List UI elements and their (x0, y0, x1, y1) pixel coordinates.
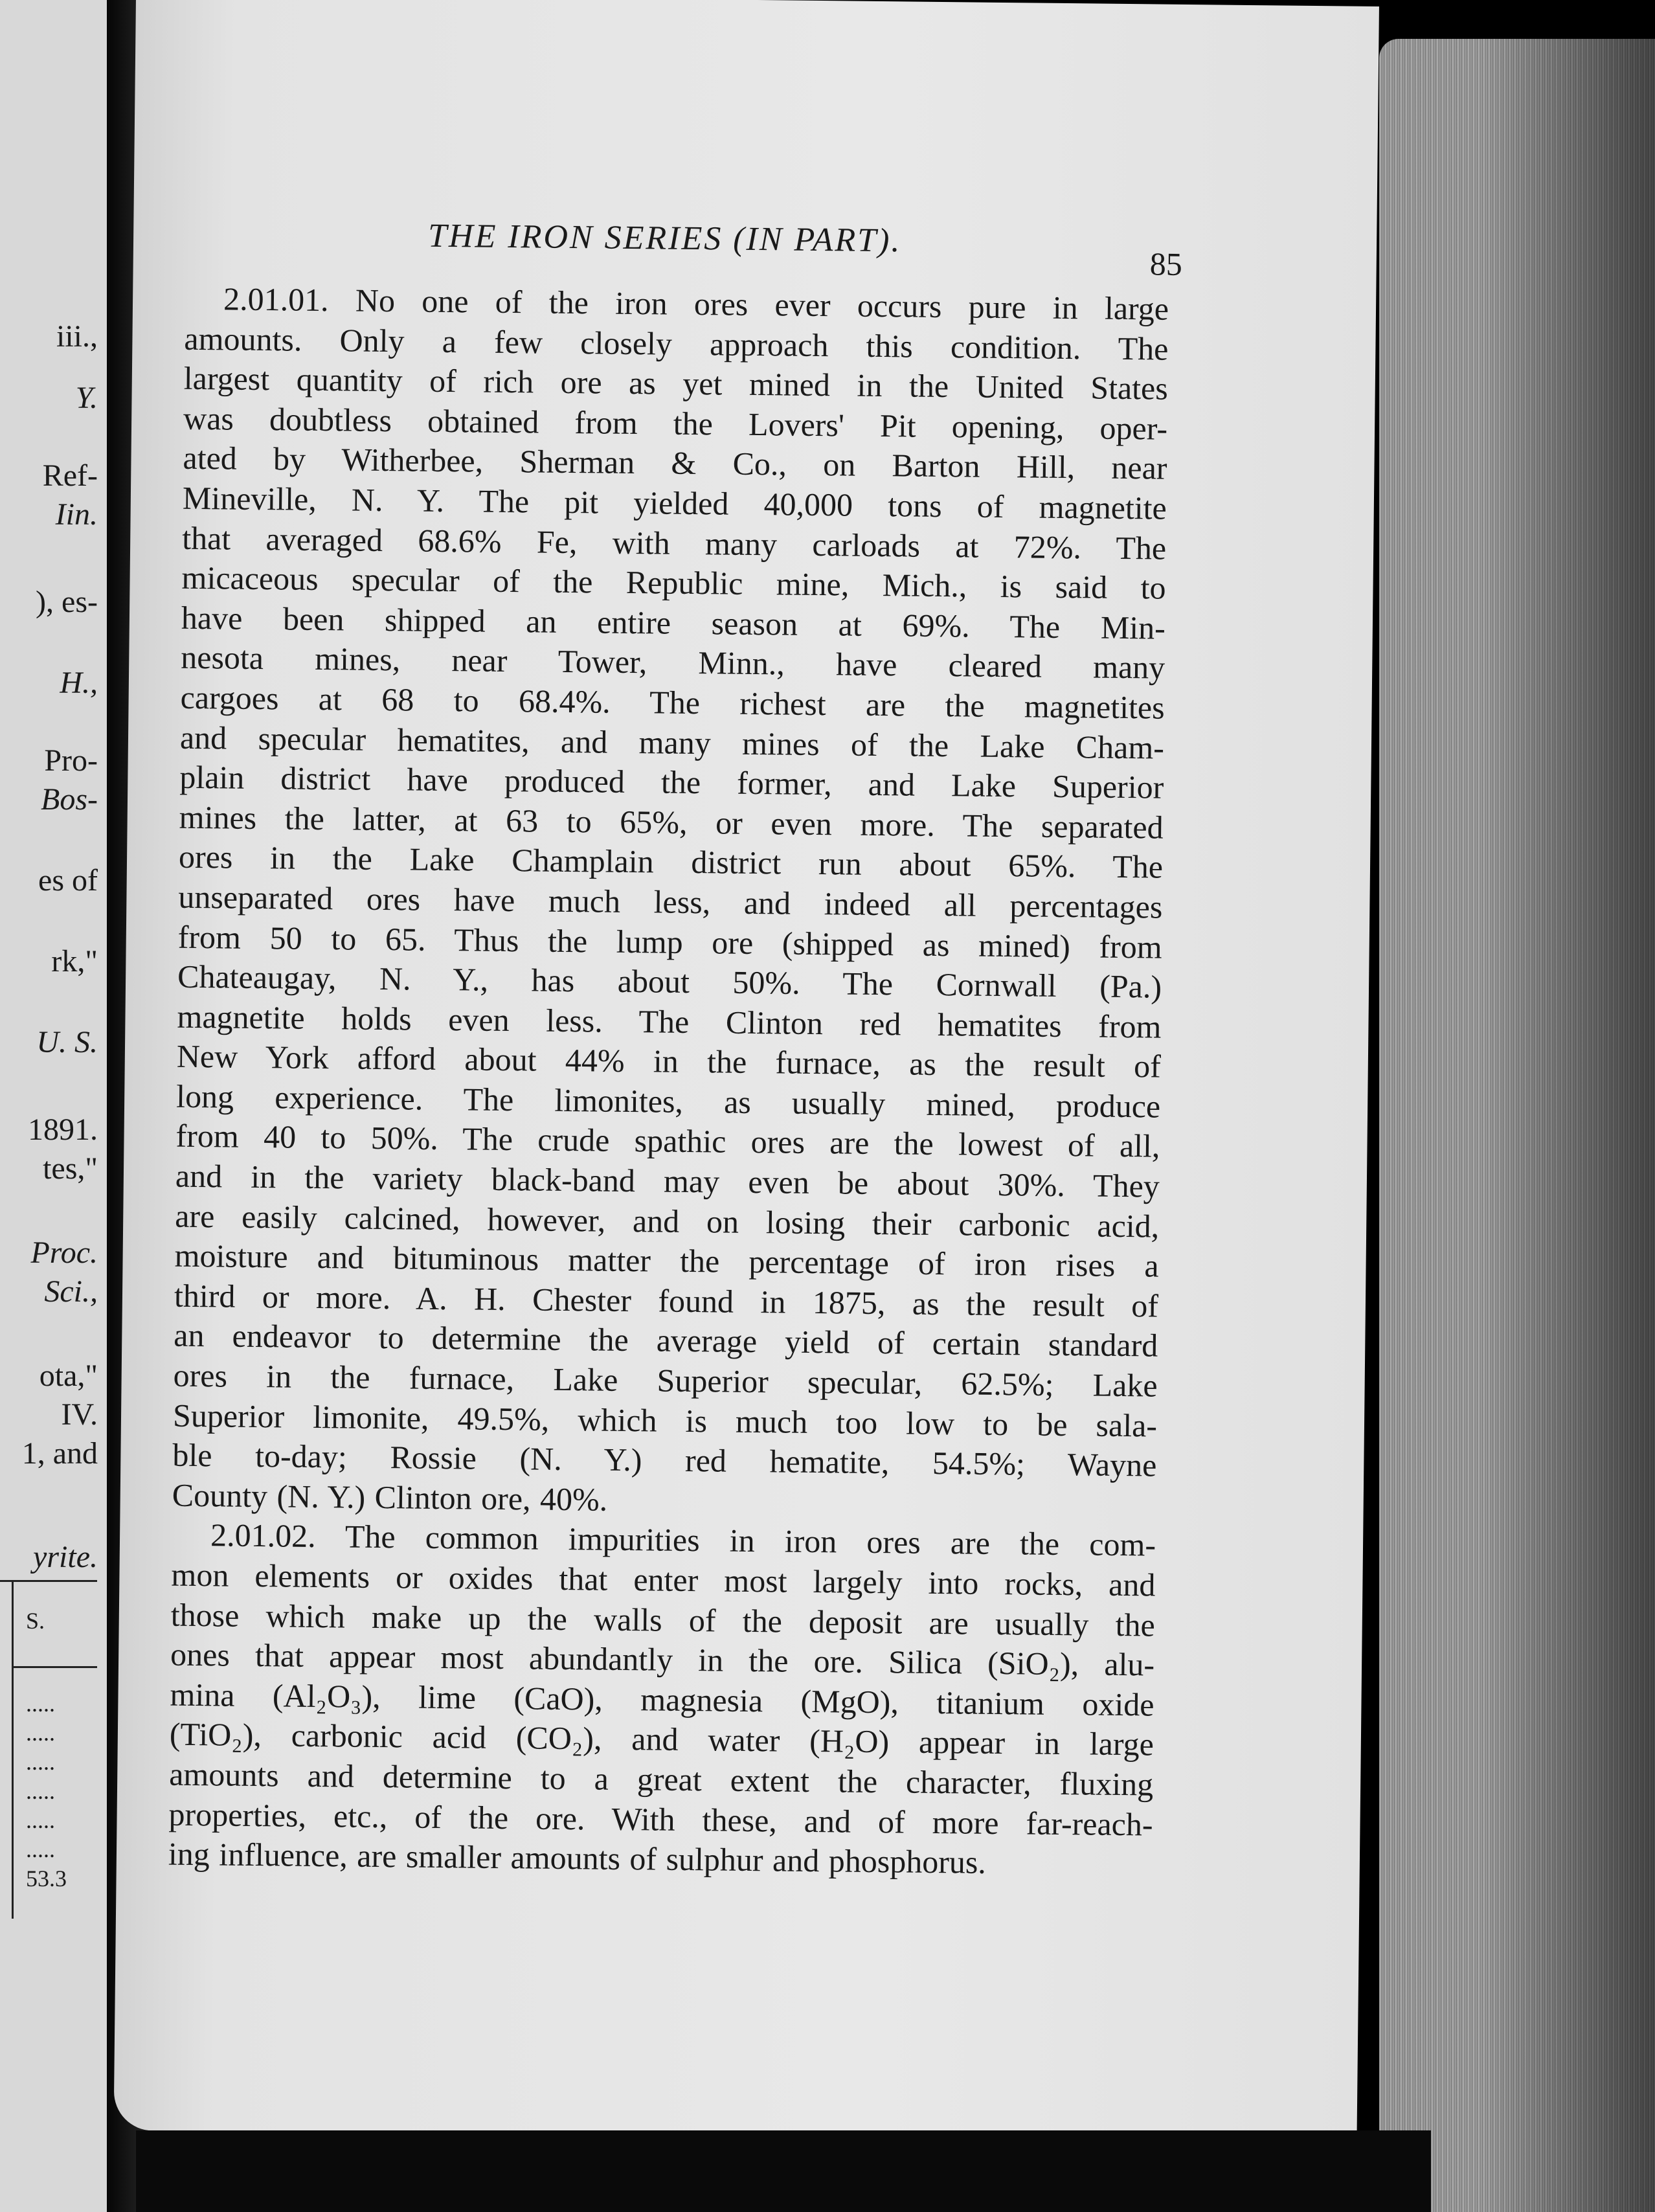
text-line: 2.01.01. No one of the iron ores ever occurs pure in large (223, 280, 1169, 327)
margin-fragment: Iin. (55, 497, 98, 532)
left-page-table-fragment (0, 1580, 97, 1919)
book-page (113, 0, 1379, 2143)
text-line: mines the latter, at 63 to 65%, or even more. The separated (179, 798, 1164, 846)
text-line: ones that appear most abundantly in the ore. Silica (SiO₂), alu- (170, 1636, 1155, 1683)
margin-fragment: Bos- (41, 782, 98, 817)
margin-fragment: 1, and (21, 1436, 98, 1471)
text-line: have been shipped an entire season at 69%. The Min- (181, 599, 1166, 646)
text-line: ated by Witherbee, Sherman & Co., on Barton Hill, near (183, 440, 1167, 487)
text-line: plain district have produced the former, and Lake Superior (179, 758, 1164, 806)
text-line: ores in the furnace, Lake Superior specular, 62.5%; Lake (173, 1357, 1158, 1404)
table-dots-cell: ..... (26, 1836, 55, 1862)
text-line: amounts and determine to a great extent the character, fluxing (168, 1755, 1154, 1803)
text-line: mina (Al₂O₃), lime (CaO), magnesia (MgO), titanium oxide (170, 1676, 1154, 1723)
text-line: from 40 to 50%. The crude spathic ores are the lowest of all, (175, 1118, 1160, 1165)
margin-fragment: ota," (39, 1359, 98, 1393)
text-line: that averaged 68.6% Fe, with many carloads at 72%. The (181, 519, 1167, 567)
text-line: ing influence, are smaller amounts of sulphur and phosphorus. (168, 1835, 987, 1881)
text-line: properties, etc., of the ore. With these, and of more far-reach- (168, 1796, 1153, 1843)
page-bottom-shadow (136, 2130, 1431, 2212)
table-dots-cell: ..... (26, 1720, 55, 1746)
table-header-cell: S. (26, 1608, 45, 1634)
margin-fragment: iii., (56, 319, 98, 354)
margin-fragment: ), es- (36, 585, 98, 619)
margin-fragment: es of (38, 863, 98, 897)
text-line: an endeavor to determine the average yield of certain standard (174, 1317, 1158, 1364)
text-line: moisture and bituminous matter the percentage of iron rises a (174, 1237, 1159, 1284)
table-vertical-rule (12, 1582, 14, 1919)
text-line: (TiO₂), carbonic acid (CO₂), and water (H₂O) appear in large (169, 1716, 1154, 1763)
text-line: those which make up the walls of the deposit are usually the (170, 1596, 1156, 1643)
page-number: 85 (1149, 245, 1183, 282)
text-line: ble to-day; Rossie (N. Y.) red hematite, 54.5%; Wayne (172, 1436, 1157, 1484)
margin-fragment: 1891. (28, 1112, 98, 1147)
text-line: largest quantity of rich ore as yet mined in the United States (183, 359, 1169, 407)
table-value-cell: 53.3 (26, 1866, 67, 1891)
text-line: and specular hematites, and many mines of the Lake Cham- (179, 719, 1165, 766)
margin-fragment: IV. (61, 1397, 98, 1432)
margin-fragment: rk," (51, 944, 98, 978)
text-line: Superior limonite, 49.5%, which is much too low to be sala- (172, 1397, 1158, 1444)
body-text (168, 279, 1169, 1885)
table-dots-cell: ..... (26, 1691, 55, 1717)
text-line: was doubtless obtained from the Lovers' Pit opening, oper- (183, 400, 1168, 447)
text-line: 2.01.02. The common impurities in iron ores are the com- (210, 1517, 1156, 1563)
margin-fragment: tes," (43, 1151, 98, 1186)
text-line: magnetite holds even less. The Clinton red hematites from (177, 998, 1162, 1045)
text-line: ores in the Lake Champlain district run about 65%. The (178, 839, 1164, 885)
text-line: County (N. Y.) Clinton ore, 40%. (172, 1476, 608, 1518)
text-line: amounts. Only a few closely approach this condition. The (184, 320, 1169, 367)
margin-fragment: yrite. (33, 1540, 98, 1574)
text-line: Chateaugay, N. Y., has about 50%. The Cornwall (Pa.) (177, 958, 1162, 1005)
margin-fragment: Sci., (44, 1274, 98, 1309)
text-line: Mineville, N. Y. The pit yielded 40,000 tons of magnetite (182, 479, 1167, 526)
margin-fragment: Proc. (30, 1236, 98, 1270)
table-dots-cell: ..... (26, 1749, 55, 1775)
text-line: third or more. A. H. Chester found in 1875, as the result of (174, 1277, 1159, 1324)
margin-fragment: Y. (75, 381, 98, 415)
margin-fragment: U. S. (36, 1025, 98, 1059)
table-dots-cell: ..... (26, 1807, 55, 1833)
text-line: micaceous specular of the Republic mine, Mich., is said to (181, 559, 1166, 606)
margin-fragment: Pro- (44, 743, 98, 778)
text-line: are easily calcined, however, and on losing their carbonic acid, (174, 1197, 1160, 1245)
text-line: cargoes at 68 to 68.4%. The richest are the magnetites (180, 679, 1165, 726)
text-line: long experience. The limonites, as usually mined, produce (175, 1078, 1161, 1125)
text-line: from 50 to 65. Thus the lump ore (shipped as mined) from (177, 918, 1163, 965)
table-dots-cell: ..... (26, 1778, 55, 1804)
margin-fragment: H., (60, 666, 98, 700)
text-line: New York afford about 44% in the furnace, as the result of (176, 1037, 1162, 1085)
table-header-rule (13, 1666, 97, 1668)
left-facing-page (0, 0, 111, 2212)
running-head: THE IRON SERIES (IN PART). (427, 217, 902, 260)
page-edges-shadow (1483, 39, 1655, 2212)
text-line: mon elements or oxides that enter most largely into rocks, and (171, 1556, 1156, 1603)
text-line: unseparated ores have much less, and indeed all percentages (178, 878, 1163, 925)
margin-fragment: Ref- (42, 458, 98, 493)
text-line: nesota mines, near Tower, Minn., have cleared many (181, 639, 1165, 686)
text-line: and in the variety black-band may even be about 30%. They (175, 1157, 1160, 1204)
